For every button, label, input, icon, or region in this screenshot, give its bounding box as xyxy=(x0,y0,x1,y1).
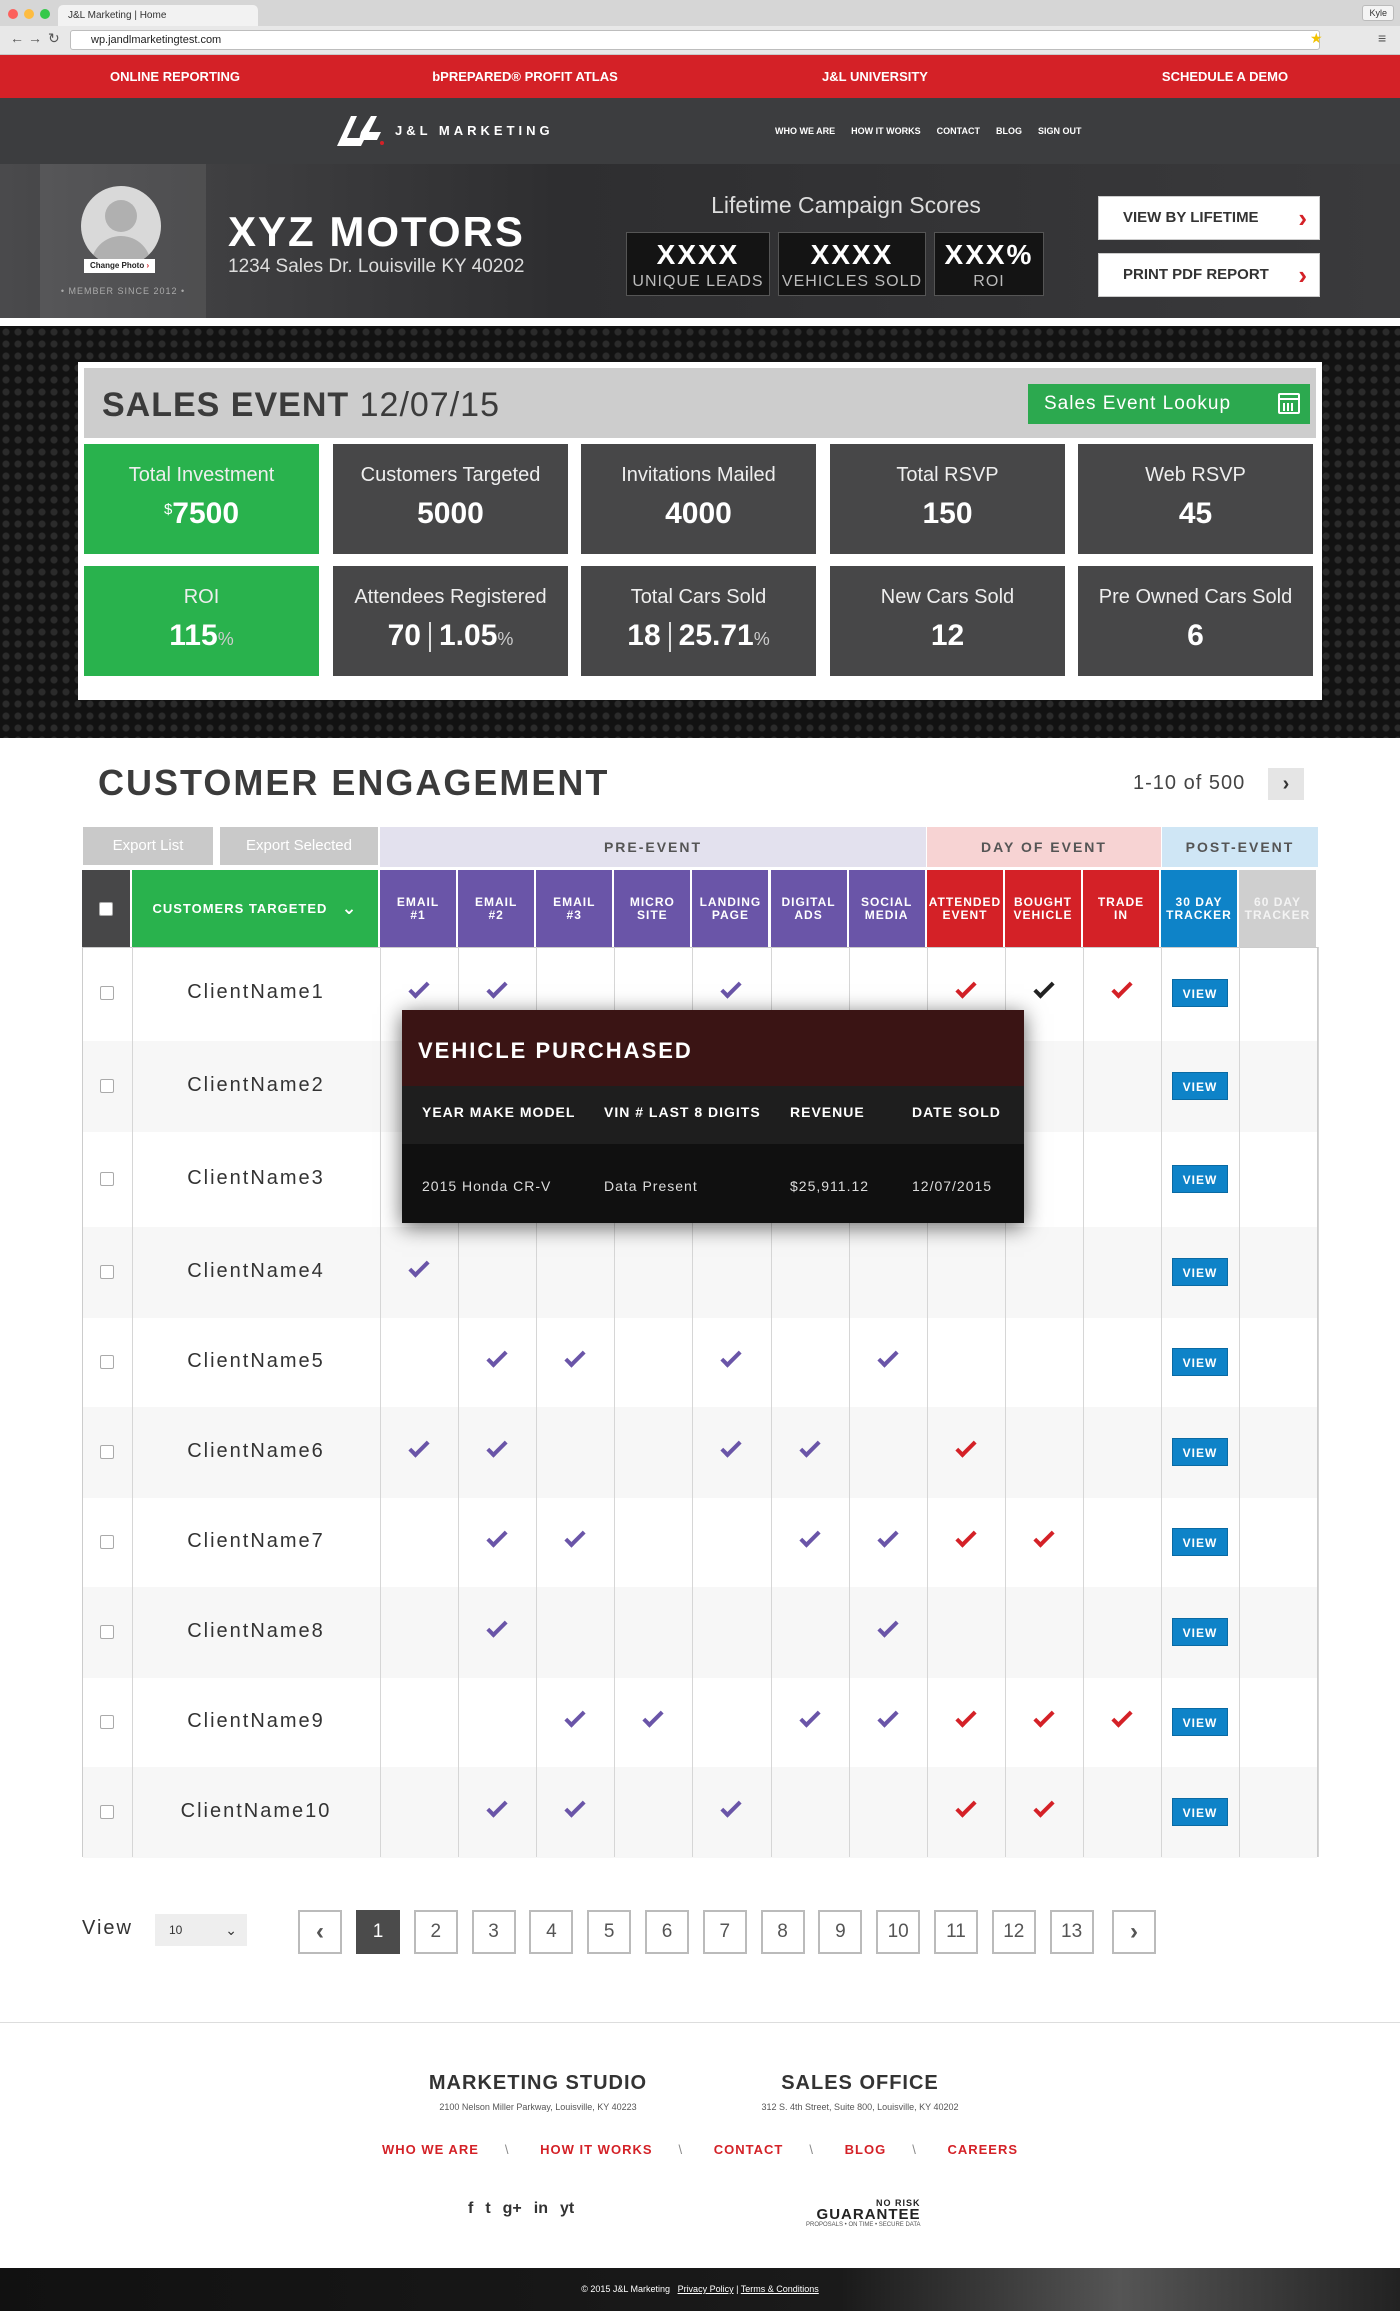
stat-total-rsvp xyxy=(827,441,1068,557)
stat-label: Attendees Registered xyxy=(354,586,547,608)
column-header-line2: EVENT xyxy=(942,907,988,922)
row-checkbox[interactable] xyxy=(100,1535,114,1549)
score-roi xyxy=(934,232,1044,296)
guarantee-text: GUARANTEE xyxy=(816,2206,921,2223)
column-header-line1: EMAIL xyxy=(474,894,518,909)
row-checkbox[interactable] xyxy=(100,1355,114,1369)
view-tracker-button[interactable]: VIEW xyxy=(1172,1798,1228,1826)
stat-value: 4000 xyxy=(665,497,732,530)
column-header xyxy=(692,870,770,947)
page-button[interactable]: 10 xyxy=(876,1910,920,1954)
stat-total-cars-sold xyxy=(578,563,819,679)
change-photo-button[interactable] xyxy=(84,259,155,273)
tooltip-value-vin: Data Present xyxy=(604,1178,698,1194)
divider xyxy=(429,622,431,652)
view-tracker-button[interactable]: VIEW xyxy=(1172,1528,1228,1556)
view-label: View xyxy=(82,1917,133,1939)
sales-event-panel xyxy=(78,362,1322,700)
stat-roi xyxy=(81,563,322,679)
stat-number: 7500 xyxy=(172,497,240,530)
per-page-select[interactable] xyxy=(155,1914,247,1946)
reload-icon[interactable]: ↻ xyxy=(48,30,60,46)
stat-label: Customers Targeted xyxy=(360,464,541,486)
row-checkbox[interactable] xyxy=(100,986,114,1000)
logo[interactable] xyxy=(335,112,554,148)
stat-percent: 1.05 xyxy=(438,619,498,652)
per-page-value: 10 xyxy=(169,1923,183,1937)
column-header-line1: DIGITAL xyxy=(781,894,836,909)
column-header-line2: #3 xyxy=(566,907,582,922)
stat-label: Total RSVP xyxy=(896,464,999,486)
view-tracker-button[interactable]: VIEW xyxy=(1172,1708,1228,1736)
column-header-line2: MEDIA xyxy=(864,907,909,922)
logo-bar xyxy=(0,98,1400,164)
column-header-line2: #2 xyxy=(488,907,504,922)
row-checkbox[interactable] xyxy=(100,1805,114,1819)
lifetime-scores-title: Lifetime Campaign Scores xyxy=(711,192,981,218)
grid-line xyxy=(1083,947,1084,1857)
separator: \ xyxy=(809,2142,814,2157)
column-header-line1: ATTENDED xyxy=(928,894,1002,909)
client-name[interactable]: ClientName6 xyxy=(187,1439,325,1462)
page-button[interactable]: 1 xyxy=(356,1910,400,1954)
stat-value xyxy=(84,497,319,531)
chevron-right-icon: › xyxy=(1282,773,1290,795)
group-pre-event: PRE-EVENT xyxy=(380,827,926,867)
view-tracker-button[interactable]: VIEW xyxy=(1172,979,1228,1007)
stat-number: 115 xyxy=(169,619,218,652)
menu-icon[interactable]: ≡ xyxy=(1378,30,1387,46)
view-tracker-button[interactable]: VIEW xyxy=(1172,1618,1228,1646)
column-header-line1: SOCIAL xyxy=(860,894,913,909)
customer-engagement-title: CUSTOMER ENGAGEMENT xyxy=(98,762,610,803)
sales-event-lookup-button[interactable] xyxy=(1028,384,1310,424)
sales-event-title xyxy=(102,386,500,425)
copyright-bar: © 2015 J&L Marketing Privacy Policy | Terms & Conditions xyxy=(0,2268,1400,2311)
row-checkbox[interactable] xyxy=(100,1079,114,1093)
copyright: © 2015 J&L Marketing xyxy=(581,2284,671,2294)
column-header xyxy=(1083,870,1161,947)
stat-value: 5000 xyxy=(417,497,484,530)
tooltip-value-date: 12/07/2015 xyxy=(912,1178,993,1194)
grid-line xyxy=(1239,947,1240,1857)
no-risk-guarantee-logo xyxy=(806,2198,921,2228)
tab-bar xyxy=(0,0,1400,26)
view-tracker-button[interactable]: VIEW xyxy=(1172,1165,1228,1193)
footer-link-who-we-are[interactable]: WHO WE ARE xyxy=(381,2142,479,2157)
address-bar[interactable]: wp.jandlmarketingtest.com xyxy=(70,30,1320,50)
view-by-lifetime-label: VIEW BY LIFETIME xyxy=(1123,209,1259,226)
column-header-line1: EMAIL xyxy=(553,894,596,909)
score-label: VEHICLES SOLD xyxy=(781,273,923,290)
page-count: 1-10 of 500 xyxy=(1133,772,1246,794)
row-checkbox[interactable] xyxy=(100,1172,114,1186)
row-checkbox[interactable] xyxy=(100,1265,114,1279)
column-header xyxy=(536,870,614,947)
dealer-header xyxy=(0,164,1400,322)
divider xyxy=(669,622,671,652)
score-value: XXXX xyxy=(810,239,894,270)
row-checkbox[interactable] xyxy=(100,1445,114,1459)
score-value: XXXX xyxy=(656,239,740,270)
currency-symbol: $ xyxy=(163,501,173,518)
page-button[interactable]: 13 xyxy=(1050,1910,1094,1954)
stat-value: 150 xyxy=(922,497,973,530)
stat-label: New Cars Sold xyxy=(880,586,1015,608)
nav-contact[interactable]: CONTACT xyxy=(936,126,980,136)
stat-number: 18 xyxy=(627,619,661,652)
browser-tab[interactable]: J&L Marketing | Home xyxy=(58,5,258,26)
stat-attendees-registered xyxy=(330,563,571,679)
guarantee-top: NO RISK xyxy=(876,2198,921,2208)
grid-line xyxy=(1161,947,1162,1857)
nav-blog[interactable]: BLOG xyxy=(996,126,1022,136)
calendar-icon xyxy=(1278,393,1300,414)
export-list-button[interactable]: Export List xyxy=(83,827,213,865)
score-label: ROI xyxy=(973,273,1005,290)
tooltip-header-vin: VIN # LAST 8 DIGITS xyxy=(604,1104,761,1120)
stat-web-rsvp xyxy=(1075,441,1316,557)
column-header-line2: SITE xyxy=(637,907,668,922)
tooltip-value-model: 2015 Honda CR-V xyxy=(422,1178,552,1194)
column-header xyxy=(614,870,692,947)
tooltip-value-revenue: $25,911.12 xyxy=(790,1178,870,1194)
print-pdf-label: PRINT PDF REPORT xyxy=(1123,266,1269,283)
nav-sign-out[interactable]: SIGN OUT xyxy=(1038,126,1082,136)
stat-invitations-mailed xyxy=(578,441,819,557)
sales-event-date: 12/07/15 xyxy=(359,386,500,424)
stat-value: 6 xyxy=(1187,619,1204,652)
chevron-right-icon: › xyxy=(146,261,150,270)
chevron-down-icon: ⌄ xyxy=(341,898,358,918)
footer-divider xyxy=(0,2022,1400,2023)
select-all-checkbox[interactable] xyxy=(99,902,113,916)
tooltip-header-model: YEAR MAKE MODEL xyxy=(422,1104,576,1120)
column-header xyxy=(927,870,1005,947)
customers-targeted-label: CUSTOMERS TARGETED xyxy=(152,901,328,916)
score-vehicles-sold xyxy=(778,232,926,296)
select-all-header xyxy=(82,870,132,947)
nav-schedule-demo[interactable]: SCHEDULE A DEMO xyxy=(1161,69,1289,84)
footer-links xyxy=(0,2142,1400,2157)
nav-online-reporting[interactable]: ONLINE REPORTING xyxy=(109,69,240,84)
stat-unit: % xyxy=(497,629,514,649)
vehicle-purchased-tooltip xyxy=(402,1010,1024,1223)
sales-event-title-text: SALES EVENT xyxy=(102,386,350,424)
column-header xyxy=(458,870,536,947)
client-name[interactable]: ClientName4 xyxy=(187,1259,325,1282)
footer-link-how-it-works[interactable]: HOW IT WORKS xyxy=(540,2142,653,2157)
column-header-line2: IN xyxy=(1114,907,1128,922)
client-name[interactable]: ClientName7 xyxy=(187,1529,325,1552)
stat-value: 12 xyxy=(930,619,965,652)
maximize-window-icon[interactable] xyxy=(40,9,50,19)
page-button[interactable]: 9 xyxy=(818,1910,862,1954)
avatar-head-icon xyxy=(105,200,137,232)
avatar[interactable] xyxy=(81,186,161,266)
sales-event-header xyxy=(81,365,1319,441)
logo-mark-icon xyxy=(335,112,387,148)
stat-value: 45 xyxy=(1178,497,1213,530)
grid-line xyxy=(380,947,381,1857)
page-button[interactable]: 3 xyxy=(472,1910,516,1954)
sales-event-section xyxy=(0,326,1400,738)
view-tracker-button[interactable]: VIEW xyxy=(1172,1438,1228,1466)
stat-new-cars-sold xyxy=(827,563,1068,679)
page-button[interactable]: 6 xyxy=(645,1910,689,1954)
page-button[interactable]: 12 xyxy=(992,1910,1036,1954)
office-title: SALES OFFICE xyxy=(781,2072,939,2094)
chevron-right-icon: › xyxy=(1298,260,1307,290)
nav-university[interactable]: J&L UNIVERSITY xyxy=(822,69,928,84)
stat-value xyxy=(581,619,816,653)
column-header-line1: 60 DAY xyxy=(1254,894,1301,909)
export-selected-button[interactable]: Export Selected xyxy=(220,827,378,865)
next-page-button[interactable] xyxy=(1268,768,1304,800)
client-name[interactable]: ClientName5 xyxy=(187,1349,325,1372)
studio-address: 2100 Nelson Miller Parkway, Louisville, KY 40223 xyxy=(439,2102,637,2112)
column-header-line2: VEHICLE xyxy=(1013,907,1073,922)
page-button[interactable]: 4 xyxy=(529,1910,573,1954)
studio-title: MARKETING STUDIO xyxy=(428,2072,648,2094)
stat-unit: % xyxy=(217,629,234,649)
client-name[interactable]: ClientName3 xyxy=(187,1166,325,1189)
privacy-link[interactable]: Privacy Policy xyxy=(677,2284,734,2294)
stat-value xyxy=(333,619,568,653)
separator: \ xyxy=(678,2142,684,2157)
sales-event-lookup-label: Sales Event Lookup xyxy=(1044,393,1232,414)
separator: \ xyxy=(504,2142,510,2157)
column-header-line1: BOUGHT xyxy=(1013,894,1072,909)
dealer-address: 1234 Sales Dr. Louisville KY 40202 xyxy=(228,256,525,277)
stat-value xyxy=(84,619,319,653)
page-button[interactable]: 5 xyxy=(587,1910,631,1954)
view-tracker-button[interactable]: VIEW xyxy=(1172,1348,1228,1376)
nav-profit-atlas[interactable]: bPREPARED® PROFIT ATLAS xyxy=(432,69,618,84)
chevron-right-icon: › xyxy=(1298,203,1307,233)
column-header-line1: MICRO xyxy=(629,894,675,909)
stat-preowned-cars-sold xyxy=(1075,563,1316,679)
nav-how-it-works[interactable]: HOW IT WORKS xyxy=(851,126,921,136)
stat-label: Total Cars Sold xyxy=(630,586,767,608)
footer-link-careers[interactable]: CAREERS xyxy=(947,2142,1019,2157)
dealer-name: XYZ MOTORS xyxy=(228,208,525,255)
google-plus-icon[interactable]: g+ xyxy=(502,2200,522,2217)
group-post-event: POST-EVENT xyxy=(1162,827,1318,867)
column-header-line2: TRACKER xyxy=(1166,907,1232,922)
stat-label: ROI xyxy=(183,586,220,608)
member-since: • MEMBER SINCE 2012 • xyxy=(60,286,186,296)
forward-icon[interactable]: → xyxy=(28,30,42,46)
column-header-line2: #1 xyxy=(410,907,426,922)
view-tracker-button[interactable]: VIEW xyxy=(1172,1258,1228,1286)
customers-targeted-header[interactable] xyxy=(132,870,380,947)
stat-number: 70 xyxy=(387,619,421,652)
separator: \ xyxy=(912,2142,917,2157)
score-unique-leads xyxy=(626,232,770,296)
score-label: UNIQUE LEADS xyxy=(632,273,764,290)
stat-customers-targeted xyxy=(330,441,571,557)
column-header xyxy=(849,870,927,947)
stat-label: Total Investment xyxy=(128,464,275,486)
column-header xyxy=(771,870,849,947)
view-by-lifetime-button[interactable] xyxy=(1098,196,1320,240)
nav-who-we-are[interactable]: WHO WE ARE xyxy=(775,126,836,136)
client-name[interactable]: ClientName8 xyxy=(187,1619,325,1642)
footer-link-contact[interactable]: CONTACT xyxy=(713,2142,784,2157)
change-photo-label: Change Photo xyxy=(90,261,145,270)
column-header xyxy=(380,870,458,947)
print-pdf-button[interactable] xyxy=(1098,253,1320,297)
stat-label: Web RSVP xyxy=(1145,464,1246,486)
stat-percent: 25.71 xyxy=(678,619,754,652)
next-page-button[interactable]: › xyxy=(1112,1910,1156,1954)
social-links xyxy=(468,2200,574,2218)
stat-label: Pre Owned Cars Sold xyxy=(1098,586,1293,608)
secondary-nav xyxy=(775,98,1082,164)
group-day-of-event: DAY OF EVENT xyxy=(927,827,1161,867)
back-icon[interactable]: ← xyxy=(10,30,24,46)
column-header-line1: 30 DAY xyxy=(1175,894,1223,909)
tooltip-title: VEHICLE PURCHASED xyxy=(402,1010,1024,1086)
footer-link-blog[interactable]: BLOG xyxy=(844,2142,887,2157)
page-button[interactable]: 2 xyxy=(414,1910,458,1954)
client-name[interactable]: ClientName2 xyxy=(187,1073,325,1096)
column-header xyxy=(1239,870,1318,947)
page-button[interactable]: 7 xyxy=(703,1910,747,1954)
primary-nav xyxy=(0,55,1400,98)
client-name[interactable]: ClientName1 xyxy=(187,980,325,1003)
office-address: 312 S. 4th Street, Suite 800, Louisville, KY 40202 xyxy=(761,2102,959,2112)
view-tracker-button[interactable]: VIEW xyxy=(1172,1072,1228,1100)
row-checkbox[interactable] xyxy=(100,1715,114,1729)
column-header-line2: TRACKER xyxy=(1244,907,1311,922)
column-header xyxy=(1005,870,1083,947)
terms-link[interactable]: Terms & Conditions xyxy=(740,2284,819,2294)
column-header xyxy=(1161,870,1239,947)
grid-line xyxy=(1318,947,1319,1857)
client-name[interactable]: ClientName10 xyxy=(180,1799,332,1822)
score-value: XXX% xyxy=(944,239,1034,270)
prev-page-button[interactable]: ‹ xyxy=(298,1910,342,1954)
page-button[interactable]: 8 xyxy=(761,1910,805,1954)
page-button[interactable]: 11 xyxy=(934,1910,978,1954)
tooltip-header-revenue: REVENUE xyxy=(790,1104,865,1120)
column-header-line2: ADS xyxy=(794,907,823,922)
stat-unit: % xyxy=(753,629,770,649)
linkedin-icon[interactable]: in xyxy=(533,2200,548,2217)
column-header-line1: TRADE xyxy=(1097,894,1145,909)
stat-total-investment xyxy=(81,441,322,557)
client-name[interactable]: ClientName9 xyxy=(187,1709,325,1732)
guarantee-sub: PROPOSALS • ON TIME • SECURE DATA xyxy=(806,2222,921,2228)
column-header-line1: EMAIL xyxy=(396,894,440,909)
column-header-line2: PAGE xyxy=(711,907,749,922)
column-header-line1: LANDING xyxy=(699,894,762,909)
row-checkbox[interactable] xyxy=(100,1625,114,1639)
twitter-icon[interactable]: t xyxy=(485,2200,491,2217)
browser-chrome xyxy=(0,0,1400,55)
browser-user[interactable]: Kyle xyxy=(1362,5,1394,21)
tooltip-header-date: DATE SOLD xyxy=(912,1104,1001,1120)
bookmark-star-icon[interactable]: ★ xyxy=(1310,30,1323,46)
chevron-down-icon: ⌄ xyxy=(225,1922,237,1938)
youtube-icon[interactable]: yt xyxy=(560,2200,575,2217)
logo-wordmark: J&L MARKETING xyxy=(395,122,554,138)
facebook-icon[interactable]: f xyxy=(468,2200,474,2217)
minimize-window-icon[interactable] xyxy=(24,9,34,19)
stat-label: Invitations Mailed xyxy=(621,464,776,486)
avatar-panel xyxy=(40,164,206,322)
close-window-icon[interactable] xyxy=(8,9,18,19)
